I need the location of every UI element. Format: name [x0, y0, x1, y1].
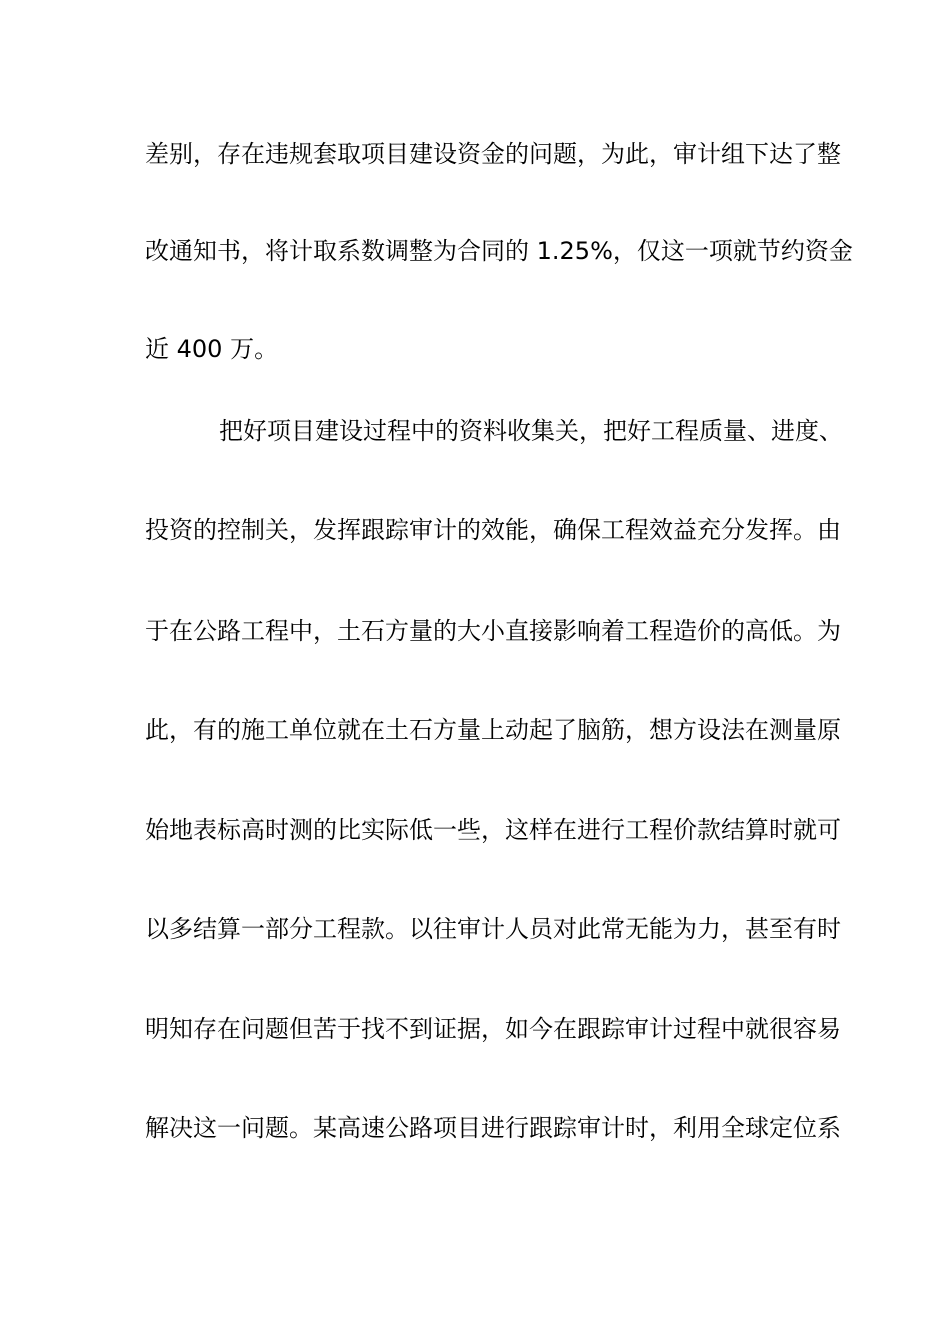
- text-line-11: 解决这一问题。某高速公路项目进行跟踪审计时，利用全球定位系: [145, 1114, 841, 1142]
- text-line-9: 以多结算一部分工程款。以往审计人员对此常无能为力，甚至有时: [145, 915, 841, 943]
- text-line-8: 始地表标高时测的比实际低一些，这样在进行工程价款结算时就可: [145, 816, 841, 844]
- text-line-10: 明知存在问题但苦于找不到证据，如今在跟踪审计过程中就很容易: [145, 1015, 841, 1043]
- text-line-3: 近 400 万。: [145, 335, 279, 363]
- paragraph-start-line: 把好项目建设过程中的资料收集关，把好工程质量、进度、: [219, 417, 843, 445]
- text-line-2: 改通知书，将计取系数调整为合同的 1.25%，仅这一项就节约资金: [145, 237, 853, 265]
- text-line-6: 于在公路工程中，土石方量的大小直接影响着工程造价的高低。为: [145, 617, 841, 645]
- text-line-5: 投资的控制关，发挥跟踪审计的效能，确保工程效益充分发挥。由: [145, 516, 841, 544]
- text-line-7: 此，有的施工单位就在土石方量上动起了脑筋，想方设法在测量原: [145, 716, 841, 744]
- text-line-1: 差别，存在违规套取项目建设资金的问题，为此，审计组下达了整: [145, 140, 841, 168]
